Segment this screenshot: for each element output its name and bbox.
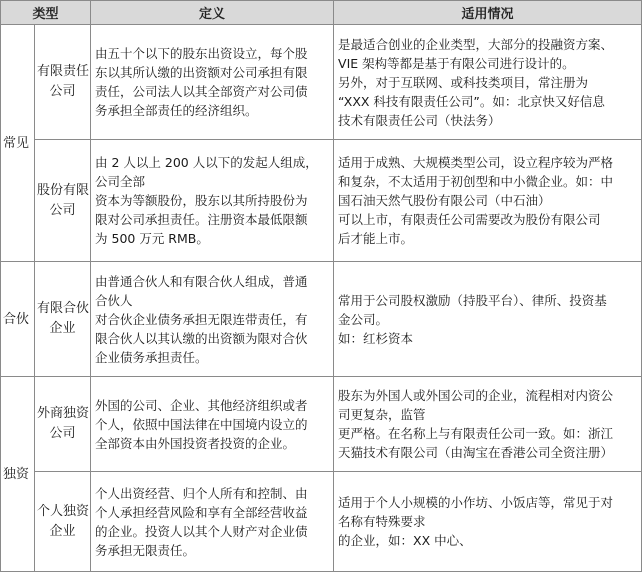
- usage-line: 可以上市，有限责任公司需要改为股份有限公司: [338, 212, 601, 227]
- type-name: [35, 262, 91, 377]
- definition-cell: [91, 377, 334, 472]
- type-name-line: 公司: [49, 84, 76, 99]
- type-name-line: 有限合伙: [37, 301, 90, 316]
- usage-line: 更严格。在名称上与有限责任公司一致。如：浙江: [338, 426, 614, 441]
- type-name: [35, 140, 91, 262]
- definition-line: 全部资本由外国投资者投资的企业。: [95, 435, 296, 451]
- type-name-line: 个人独资: [37, 503, 90, 519]
- definition-line: 限对公司承担责任。注册资本最低限额: [95, 212, 308, 227]
- usage-line: 名称有特殊要求: [338, 514, 426, 529]
- usage-line: 后才能上市。: [338, 231, 414, 246]
- type-name-line: 公司: [49, 202, 76, 218]
- definition-line: 的企业。投资人以其个人财产对企业债: [95, 523, 308, 539]
- usage-line: 的企业，如：XX 中心、: [338, 533, 472, 548]
- definition-cell: [91, 472, 334, 572]
- definition-line: 个人，依照中国法律在中国境内设立的: [95, 416, 308, 432]
- type-name-line: 有限责任: [37, 64, 90, 79]
- type-name-line: 企业: [49, 321, 76, 336]
- definition-line: 合伙人: [95, 292, 133, 308]
- type-name-line: 股份有限: [37, 182, 90, 198]
- definition-line: 责任，公司法人以其全部资产对公司债: [95, 84, 308, 99]
- header-usage: 适用情况: [334, 1, 642, 25]
- definition-line: 为 500 万元 RMB。: [95, 231, 209, 246]
- table-row: [1, 25, 642, 140]
- usage-cell: [334, 262, 642, 377]
- usage-line: 适用于个人小规模的小作坊、小饭店等，常见于对: [338, 495, 614, 510]
- table-row: [1, 262, 642, 377]
- type-name-line: 公司: [49, 426, 76, 441]
- definition-line: 东以其所认缴的出资额对公司承担有限: [95, 65, 308, 80]
- definition-line: 由普通合伙人和有限合伙人组成，普通: [95, 273, 308, 289]
- usage-cell: [334, 25, 642, 140]
- header-row: [1, 1, 642, 25]
- usage-line: 和复杂，不太适用于初创型和中小微企业。如：中: [338, 174, 614, 189]
- definition-cell: [91, 262, 334, 377]
- table-row: [1, 140, 642, 262]
- definition-line: 个人承担经营风险和享有全部经营收益: [95, 504, 308, 520]
- group-label-sole: 独资: [1, 377, 35, 572]
- usage-line: 是最适合创业的企业类型，大部分的投融资方案、: [338, 36, 614, 52]
- definition-line: 限合伙人以其认缴的出资额为限对合伙: [95, 330, 308, 346]
- type-name: [35, 377, 91, 472]
- definition-line: 务承担全部责任的经济组织。: [95, 103, 258, 118]
- usage-line: 如：红杉资本: [338, 330, 414, 346]
- definition-line: 务承担无限责任。: [95, 542, 196, 558]
- definition-line: 公司全部: [95, 174, 146, 189]
- usage-line: 天猫技术有限公司（由淘宝在香港公司全资注册）: [338, 445, 614, 460]
- usage-cell: [334, 377, 642, 472]
- definition-line: 企业债务承担责任。: [95, 349, 208, 365]
- usage-line: 另外，对于互联网、或科技类项目，常注册为: [338, 74, 589, 90]
- header-definition: 定义: [91, 1, 334, 25]
- usage-line: “XXX 科技有限责任公司”。如：北京快又好信息: [338, 93, 605, 109]
- type-name-line: 企业: [49, 523, 76, 539]
- usage-line: 技术有限责任公司（快法务）: [338, 112, 501, 128]
- definition-cell: [91, 25, 334, 140]
- definition-line: 由五十个以下的股东出资设立，每个股: [95, 46, 308, 61]
- usage-line: 金公司。: [338, 311, 389, 327]
- type-name: [35, 472, 91, 572]
- definition-cell: [91, 140, 334, 262]
- group-label-common: 常见: [1, 25, 35, 262]
- type-name-line: 外商独资: [37, 406, 90, 421]
- definition-line: 个人出资经营、归个人所有和控制、由: [95, 485, 308, 501]
- usage-line: 国石油天然气股份有限公司（中石油）: [338, 193, 551, 208]
- definition-line: 由 2 人以上 200 人以下的发起人组成，: [95, 155, 318, 170]
- type-name: [35, 25, 91, 140]
- usage-cell: [334, 140, 642, 262]
- definition-line: 资本为等额股份，股东以其所持股份为: [95, 193, 308, 208]
- usage-line: 司更复杂，监管: [338, 407, 426, 422]
- usage-line: 股东为外国人或外国公司的企业，流程相对内资公: [338, 388, 614, 403]
- table-row: [1, 472, 642, 572]
- table-row: [1, 377, 642, 472]
- definition-line: 外国的公司、企业、其他经济组织或者: [95, 397, 308, 413]
- header-category: 类型: [1, 1, 91, 25]
- usage-cell: [334, 472, 642, 572]
- definition-line: 对合伙企业债务承担无限连带责任，有: [95, 311, 308, 327]
- usage-line: 适用于成熟、大规模类型公司，设立程序较为严格: [338, 155, 614, 170]
- usage-line: 常用于公司股权激励（持股平台）、律所、投资基: [338, 292, 607, 308]
- usage-line: VIE 架构等都是基于有限公司进行设计的。: [338, 55, 575, 71]
- group-label-partnership: 合伙: [1, 262, 35, 377]
